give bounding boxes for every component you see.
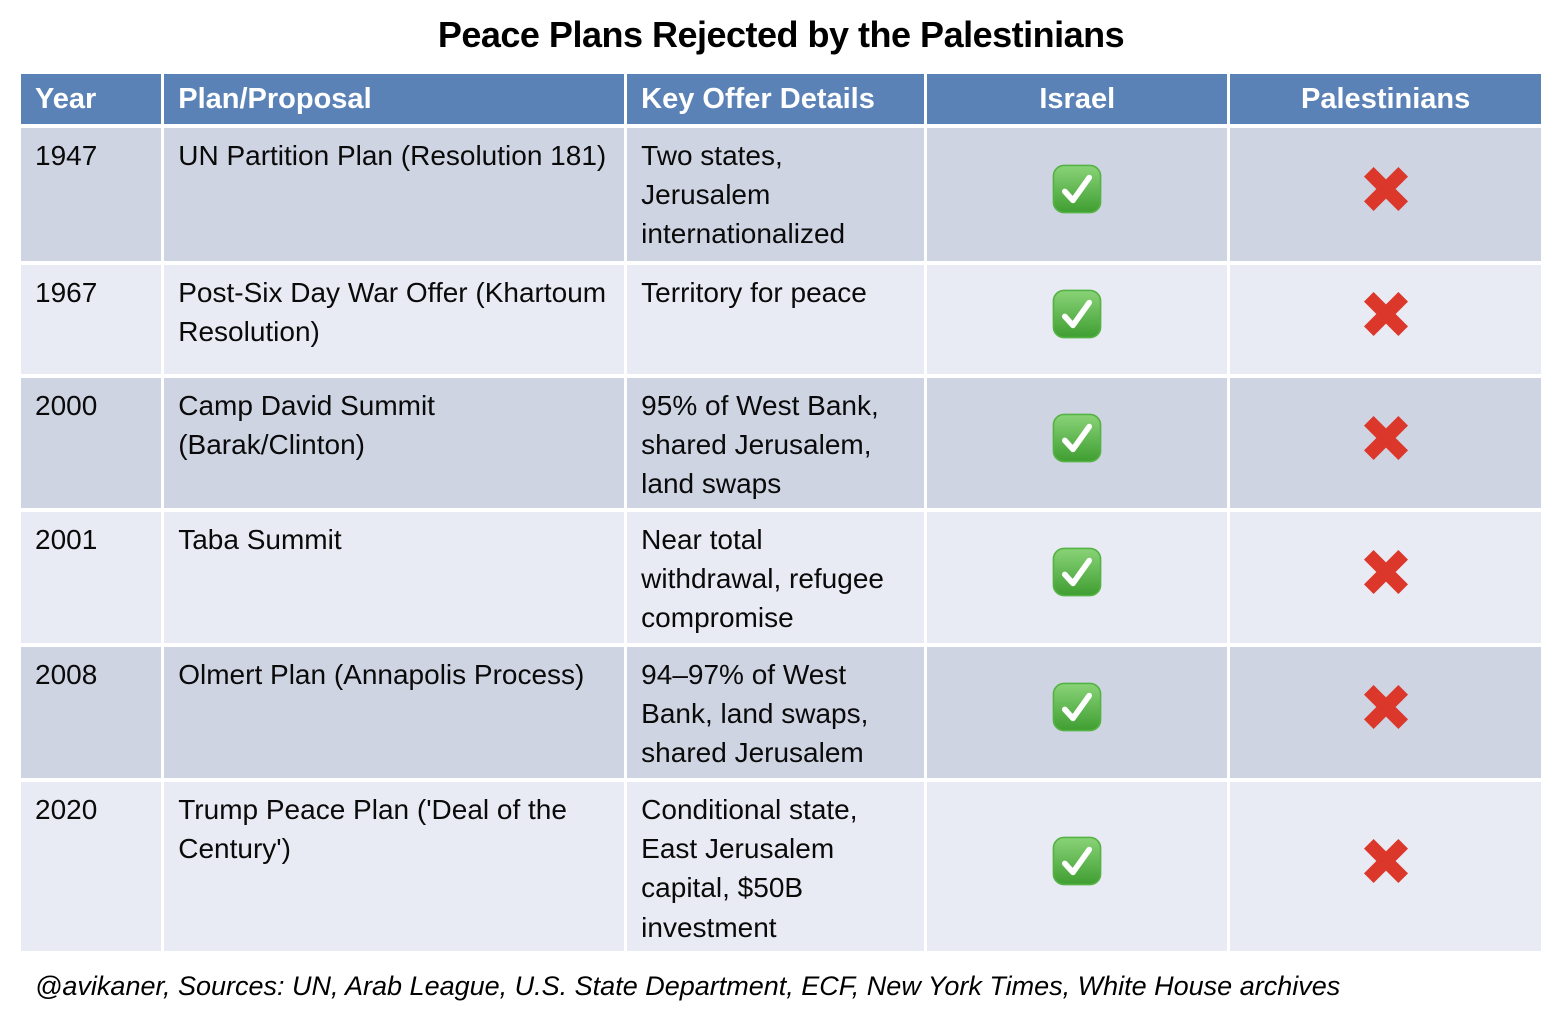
plan-cell: Trump Peace Plan ('Deal of the Century') xyxy=(164,782,624,951)
table-row xyxy=(21,128,1541,261)
year-cell: 1947 xyxy=(21,128,161,261)
plan-cell: UN Partition Plan (Resolution 181) xyxy=(164,128,624,261)
peace-plans-table xyxy=(18,70,1544,955)
israel-response-cell xyxy=(927,378,1227,508)
palestinians-response-cell xyxy=(1230,512,1541,643)
check-button-icon xyxy=(1051,288,1103,340)
year-cell: 2020 xyxy=(21,782,161,951)
palestinians-response-cell xyxy=(1230,265,1541,374)
cross-mark-icon xyxy=(1357,409,1415,467)
cross-mark-icon xyxy=(1357,543,1415,601)
year-cell: 2000 xyxy=(21,378,161,508)
palestinians-response-cell xyxy=(1230,647,1541,778)
year-cell: 2008 xyxy=(21,647,161,778)
details-cell: Territory for peace xyxy=(627,265,924,374)
table-header xyxy=(21,74,1541,124)
table-row xyxy=(21,512,1541,643)
header-row xyxy=(21,74,1541,124)
plan-cell: Olmert Plan (Annapolis Process) xyxy=(164,647,624,778)
column-header-key-offer-details: Key Offer Details xyxy=(627,74,924,124)
israel-response-cell xyxy=(927,782,1227,951)
palestinians-response-cell xyxy=(1230,378,1541,508)
plan-cell: Camp David Summit (Barak/Clinton) xyxy=(164,378,624,508)
check-button-icon xyxy=(1051,412,1103,464)
table-row xyxy=(21,265,1541,374)
check-button-icon xyxy=(1051,835,1103,887)
cross-mark-icon xyxy=(1357,285,1415,343)
details-cell: Near total withdrawal, refugee compromise xyxy=(627,512,924,643)
israel-response-cell xyxy=(927,647,1227,778)
column-header-israel: Israel xyxy=(927,74,1227,124)
israel-response-cell xyxy=(927,128,1227,261)
year-cell: 2001 xyxy=(21,512,161,643)
cross-mark-icon xyxy=(1357,832,1415,890)
table-row xyxy=(21,378,1541,508)
palestinians-response-cell xyxy=(1230,782,1541,951)
column-header-plan: Plan/Proposal xyxy=(164,74,624,124)
year-cell: 1967 xyxy=(21,265,161,374)
table-row xyxy=(21,647,1541,778)
check-button-icon xyxy=(1051,163,1103,215)
source-attribution: @avikaner, Sources: UN, Arab League, U.S. State Department, ECF, New York Times, White House archives xyxy=(35,970,1341,1001)
details-cell: Two states, Jerusalem internationalized xyxy=(627,128,924,261)
israel-response-cell xyxy=(927,265,1227,374)
table-row xyxy=(21,782,1541,951)
israel-response-cell xyxy=(927,512,1227,643)
column-header-year: Year xyxy=(21,74,161,124)
palestinians-response-cell xyxy=(1230,128,1541,261)
check-button-icon xyxy=(1051,681,1103,733)
details-cell: 95% of West Bank, shared Jerusalem, land swaps xyxy=(627,378,924,508)
check-button-icon xyxy=(1051,546,1103,598)
cross-mark-icon xyxy=(1357,160,1415,218)
column-header-palestinians: Palestinians xyxy=(1230,74,1541,124)
plan-cell: Post-Six Day War Offer (Khartoum Resolution) xyxy=(164,265,624,374)
table-body xyxy=(21,128,1541,951)
plan-cell: Taba Summit xyxy=(164,512,624,643)
details-cell: Conditional state, East Jerusalem capital, $50B investment xyxy=(627,782,924,951)
details-cell: 94–97% of West Bank, land swaps, shared Jerusalem xyxy=(627,647,924,778)
page-title: Peace Plans Rejected by the Palestinians xyxy=(437,14,1125,55)
cross-mark-icon xyxy=(1357,678,1415,736)
